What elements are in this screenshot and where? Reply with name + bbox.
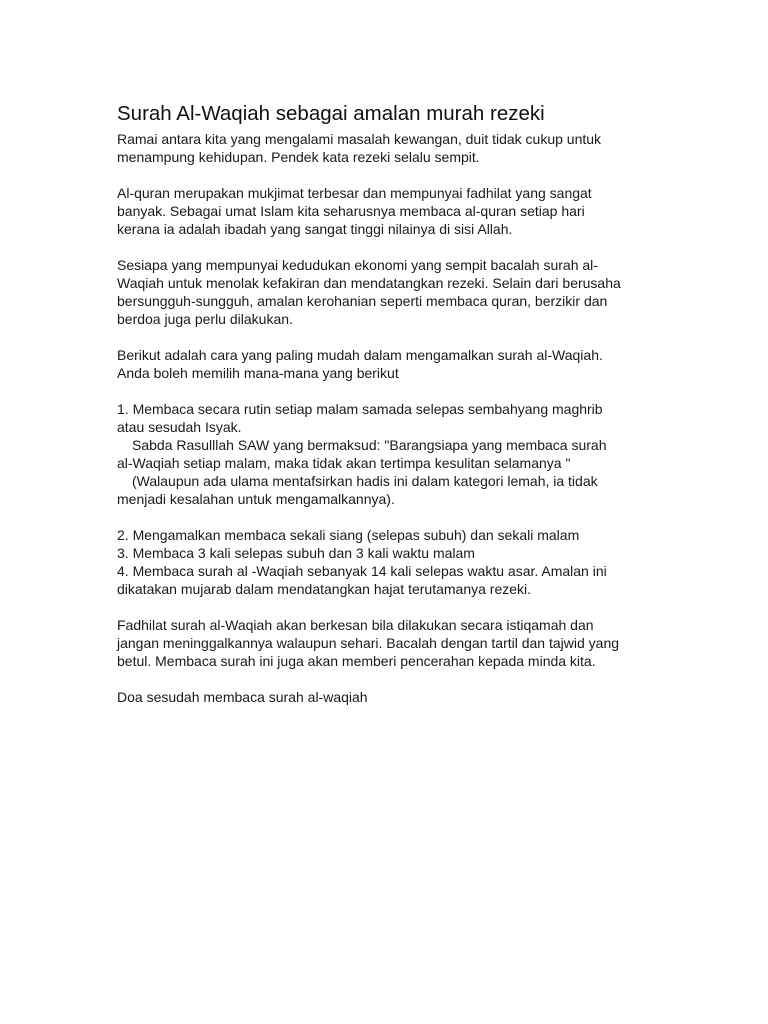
text-line: Berikut adalah cara yang paling mudah dalam mengamalkan surah al-Waqiah. [117, 347, 603, 363]
text-line: bersungguh-sungguh, amalan kerohanian seperti membaca quran, berzikir dan [117, 293, 608, 309]
paragraph-4 [117, 346, 677, 382]
list-item-line: 1. Membaca secara rutin setiap malam samada selepas sembahyang maghrib [117, 401, 603, 417]
list-item-line: atau sesudah Isyak. [117, 419, 242, 435]
document-title: Surah Al-Waqiah sebagai amalan murah rezeki [117, 102, 545, 125]
hadith-quote-line: Sabda Rasulllah SAW yang bermaksud: "Barangsiapa yang membaca surah [132, 437, 607, 453]
paragraph-gap [117, 508, 677, 526]
paragraph-5 [117, 400, 677, 508]
paragraph-3 [117, 256, 677, 328]
text-line: betul. Membaca surah ini juga akan memberi pencerahan kepada minda kita. [117, 653, 596, 669]
text-line: Waqiah untuk menolak kefakiran dan mendatangkan rezeki. Selain dari berusaha [117, 275, 621, 291]
text-line: menampung kehidupan. Pendek kata rezeki selalu sempit. [117, 149, 480, 165]
paragraph-gap [117, 328, 677, 346]
hadith-quote-line: al-Waqiah setiap malam, maka tidak akan tertimpa kesulitan selamanya " [117, 455, 571, 471]
note-line: menjadi kesalahan untuk mengamalkannya). [117, 491, 395, 507]
text-line: Ramai antara kita yang mengalami masalah kewangan, duit tidak cukup untuk [117, 131, 602, 147]
paragraph-2 [117, 184, 677, 238]
text-line: Fadhilat surah al-Waqiah akan berkesan bila dilakukan secara istiqamah dan [117, 617, 594, 633]
text-line: Anda boleh memilih mana-mana yang berikut [117, 365, 399, 381]
paragraph-1 [117, 130, 677, 166]
paragraph-gap [117, 382, 677, 400]
text-line: Al-quran merupakan mukjimat terbesar dan mempunyai fadhilat yang sangat [117, 185, 592, 201]
text-line: Sesiapa yang mempunyai kedudukan ekonomi yang sempit bacalah surah al- [117, 257, 598, 273]
paragraph-gap [117, 670, 677, 688]
text-line: jangan meninggalkannya walaupun sehari. Bacalah dengan tartil dan tajwid yang [117, 635, 620, 651]
text-line: banyak. Sebagai umat Islam kita seharusnya membaca al-quran setiap hari [117, 203, 585, 219]
document-body [117, 100, 677, 706]
text-line: Doa sesudah membaca surah al-waqiah [117, 689, 368, 705]
paragraph-gap [117, 598, 677, 616]
paragraph-7 [117, 616, 677, 670]
paragraph-gap [117, 166, 677, 184]
paragraph-8 [117, 688, 677, 706]
text-line: berdoa juga perlu dilakukan. [117, 311, 293, 327]
list-item-line: 2. Mengamalkan membaca sekali siang (selepas subuh) dan sekali malam [117, 527, 580, 543]
list-item-line: dikatakan mujarab dalam mendatangkan hajat terutamanya rezeki. [117, 581, 532, 597]
list-item-line: 3. Membaca 3 kali selepas subuh dan 3 kali waktu malam [117, 545, 475, 561]
paragraph-gap [117, 238, 677, 256]
note-line: (Walaupun ada ulama mentafsirkan hadis ini dalam kategori lemah, ia tidak [132, 473, 598, 489]
list-item-line: 4. Membaca surah al -Waqiah sebanyak 14 kali selepas waktu asar. Amalan ini [117, 563, 607, 579]
text-line: kerana ia adalah ibadah yang sangat tinggi nilainya di sisi Allah. [117, 221, 513, 237]
paragraph-6 [117, 526, 677, 598]
